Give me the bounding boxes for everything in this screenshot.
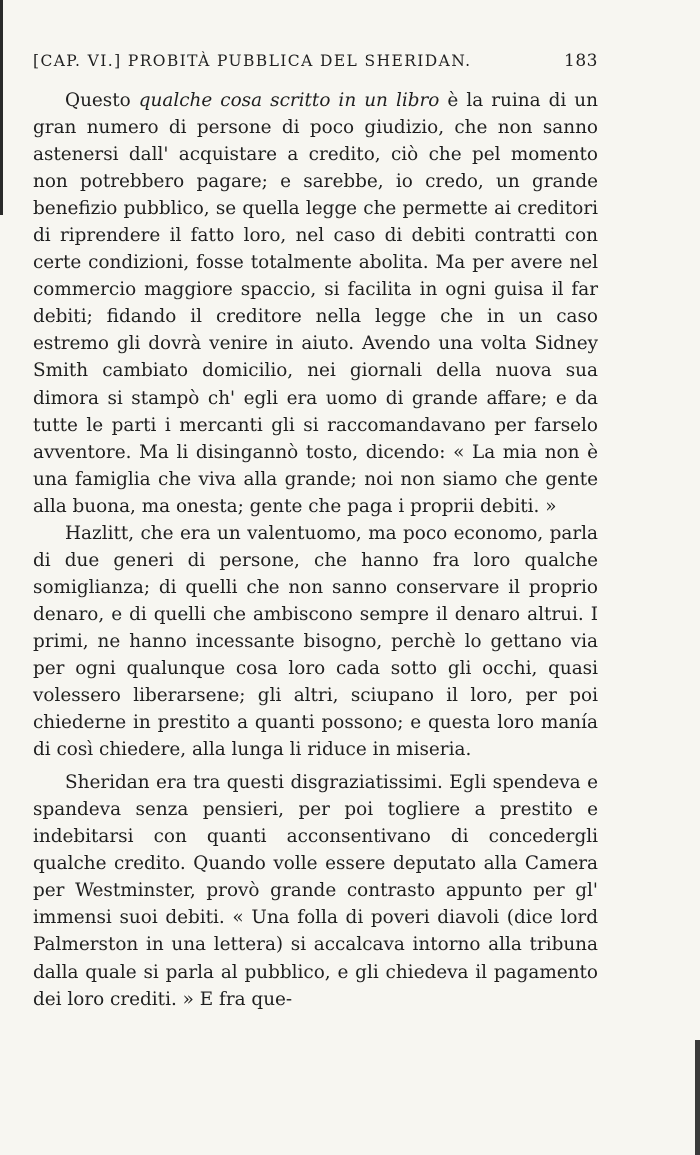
paragraph-1-text: è la ruina di un gran numero di persone di poco giudizio, che non sanno astenersi dall' acquistare a credito, ciò che pel momento non potrebbero pagare; e sarebbe, io credo, un grande benefizio pubblico, se quella legge che permette ai creditori di riprendere il fatto loro, nel caso di debiti contratti con certe condizioni, fosse totalmente abolita. Ma per avere nel commercio maggiore spaccio, si facilita in ogni guisa il far debiti; fidando il creditore nella legge che in un caso estremo gli dovrà venire in aiuto. Avendo una volta Sidney Smith cambiato domicilio, nei giornali della nuova sua dimora si stampò ch' egli era uomo di grande affare; e da tutte le parti i mercanti gli si raccomandavano per farselo avventore. Ma li disingannò tosto, dicendo: « La mia non è una famiglia che viva alla grande; noi non siamo che gente alla buona, ma onesta; gente che paga i proprii debiti. » [33, 90, 598, 517]
page-edge-shadow-left [0, 0, 3, 215]
paragraph-3 [33, 769, 598, 1012]
paragraph-2 [33, 520, 598, 763]
page-header [33, 48, 598, 74]
paragraph-1-emphasis: qualche cosa scritto in un libro [138, 90, 440, 111]
page-edge-shadow-right [695, 1040, 700, 1155]
running-head: [CAP. VI.] PROBITÀ PUBBLICA DEL SHERIDAN. [33, 52, 472, 70]
body-text [33, 87, 598, 1013]
paragraph-1-lead: Questo [65, 90, 139, 111]
paragraph-2-text: Hazlitt, che era un valentuomo, ma poco economo, parla di due generi di persone, che hanno fra loro qualche somiglianza; di quelli che non sanno conservare il proprio denaro, e di quelli che ambiscono sempre il denaro altrui. I primi, ne hanno incessante bisogno, perchè lo gettano via per ogni qualunque cosa loro cada sotto gli occhi, quasi volessero liberarsene; gli altri, sciupano il loro, per poi chiederne in prestito a quanti possono; e questa loro manía di così chiedere, alla lunga li riduce in miseria. [33, 522, 598, 761]
paragraph-1 [33, 87, 598, 520]
page-number: 183 [564, 51, 598, 71]
paragraph-3-text: Sheridan era tra questi disgraziatissimi. Egli spendeva e spandeva senza pensieri, per poi togliere a prestito e indebitarsi con quanti acconsentivano di concedergli qualche credito. Quando volle essere deputato alla Camera per Westminster, provò grande contrasto appunto per gl' immensi suoi debiti. « Una folla di poveri diavoli (dice lord Palmerston in una lettera) si accalcava intorno alla tribuna dalla quale si parla al pubblico, e gli chiedeva il pagamento dei loro crediti. » E fra que- [33, 772, 598, 1010]
